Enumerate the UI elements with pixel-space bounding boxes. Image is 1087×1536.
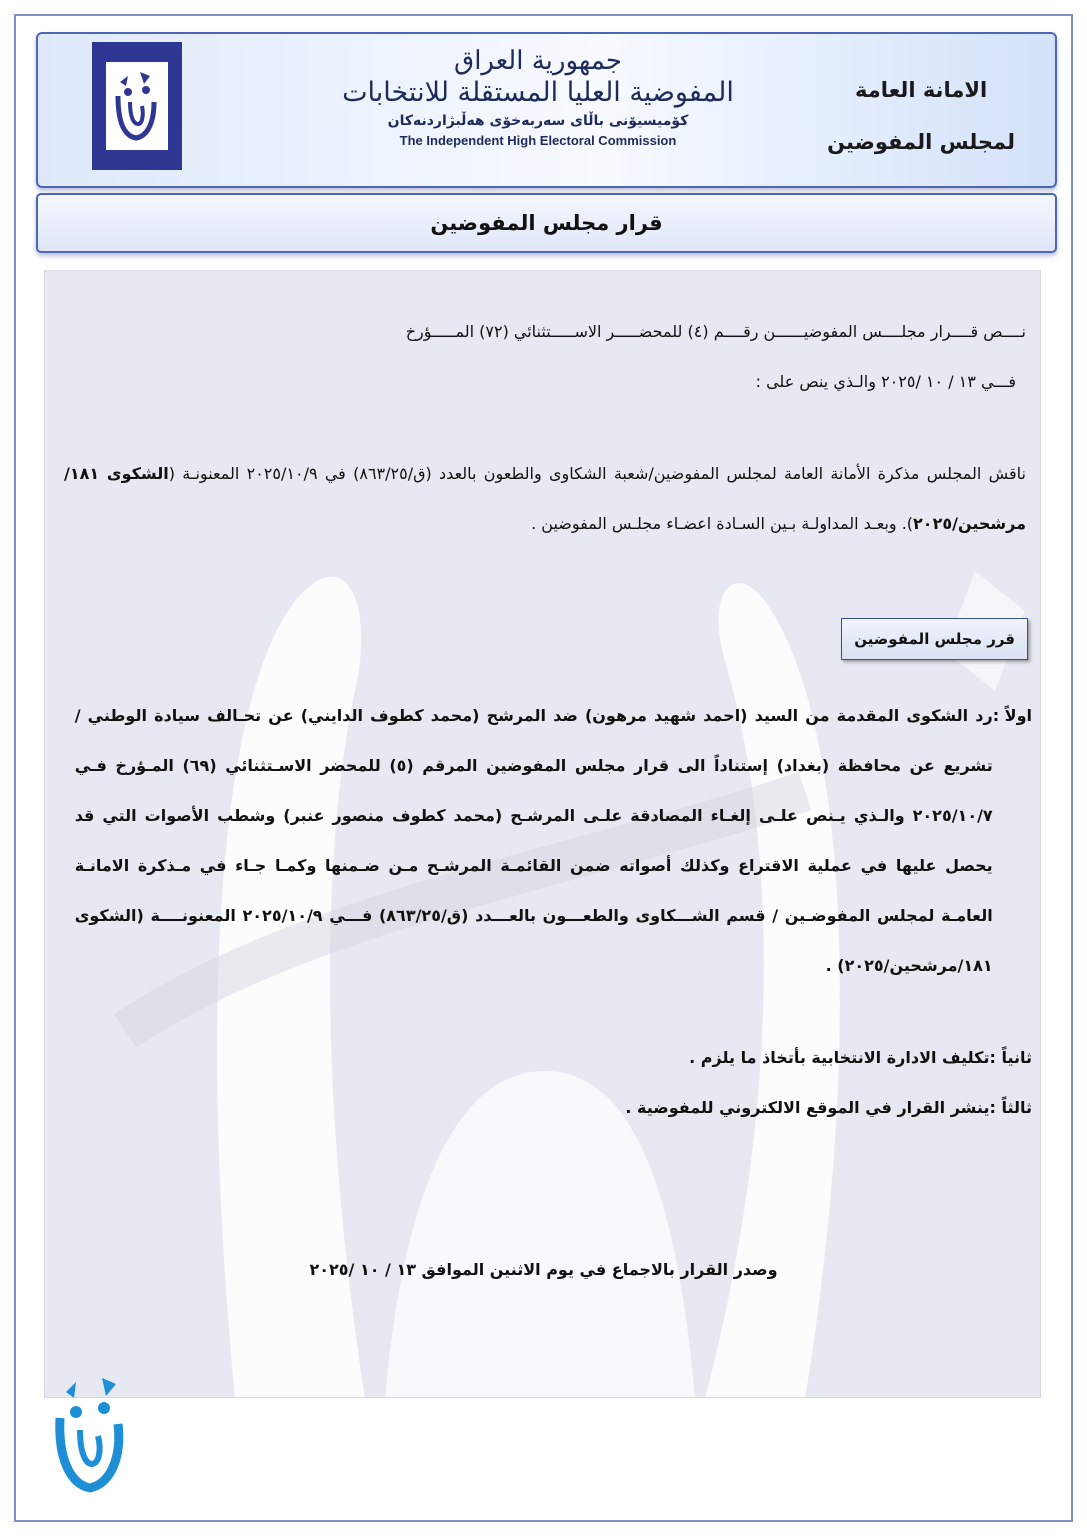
decision-item-first [52, 691, 1032, 991]
intro-line1: نــــص قــــرار مجلــــس المفوضيــــــن رقــــم (٤) للمحضـــــر الاســـــتثنائي (٧٢) المـــــؤرخ [405, 322, 1026, 341]
item-label: ثانياً : [989, 1048, 1032, 1067]
decision-body [44, 270, 1041, 1398]
title-banner [36, 193, 1057, 253]
commission-logo [92, 42, 182, 170]
document-title: قرار مجلس المفوضين [430, 211, 663, 235]
item-label: اولاً : [992, 706, 1032, 725]
secretariat-line1: الامانة العامة [854, 78, 988, 102]
discussion-subject: الشكوى ١٨١/مرشحين/٢٠٢٥ [64, 464, 1026, 533]
decision-item-third [625, 1083, 1032, 1133]
discussion-text-after: ). وبعـد المداولـة بـين السـادة اعضـاء مجلـس المفوضين . [531, 514, 914, 533]
discussion-text-before: ناقش المجلس مذكرة الأمانة العامة لمجلس المفوضين/شعبة الشكاوى والطعون بالعدد (ق/٨٦٣/٢٥) في ٢٠٢٥/١٠/٩ المعنونـة ( [168, 464, 1027, 483]
decision-item-second [689, 1033, 1032, 1083]
org-name-kurdish: کۆمیسیۆنی باڵای سەربەخۆی هەڵبژاردنەکان [387, 113, 689, 129]
org-name-line1: جمهورية العراق [454, 46, 622, 76]
closing-statement: وصدر القرار بالاجماع في يوم الاثنين الموافق ١٣ / ١٠ /٢٠٢٥ [309, 1260, 778, 1279]
footer-emblem-icon [46, 1372, 136, 1498]
secretariat-line2: لمجلس المفوضين [827, 130, 1015, 154]
organization-name-block [338, 46, 738, 150]
intro-paragraph [64, 307, 1026, 407]
commission-emblem-icon [106, 62, 168, 150]
item-label: ثالثاً : [989, 1098, 1032, 1117]
discussion-paragraph [64, 449, 1026, 549]
secretariat-label [827, 64, 1015, 168]
intro-line2: فـــي ١٣ / ١٠ /٢٠٢٥ والـذي ينص على : [755, 372, 1016, 391]
item-text: ينشر القرار في الموقع الالكتروني للمفوضية . [625, 1098, 990, 1117]
org-name-english: The Independent High Electoral Commission [399, 133, 677, 148]
org-name-line2: المفوضية العليا المستقلة للانتخابات [342, 77, 734, 108]
letterhead [36, 32, 1057, 188]
decided-label-box: قرر مجلس المفوضين [841, 618, 1028, 660]
item-text: تكليف الادارة الانتخابية بأتخاذ ما يلزم . [689, 1048, 990, 1067]
item-text: رد الشكوى المقدمة من السيد (احمد شهيد مرهون) ضد المرشح (محمد كطوف الدايني) عن تحـالف سيادة الوطني / تشريع عن محافظة (بغداد) إستناداً الى قرار مجلس المفوضين المرقم (٥) للمحضر الاسـتثنائي (٦٩) المـؤرخ فـي ٢٠٢٥/١٠/٧ والـذي يـنص علـى إلغـاء المصادقة علـى المرشـح (محمد كطوف منصور عنبر) وشطب الأصوات التي قد يحصل عليها في عملية الاقتراع وكذلك أصواته ضمن القائمـة المرشـح مـن ضـمنها وكمـا جـاء في مـذكرة الامانـة العامـة لمجلس المفوضـين / قسم الشـــكاوى والطعـــون بالعـــدد (ق/٨٦٣/٢٥) فـــي ٢٠٢٥/١٠/٩ المعنونــــة (الشكوى ١٨١/مرشحين/٢٠٢٥) . [74, 706, 993, 975]
